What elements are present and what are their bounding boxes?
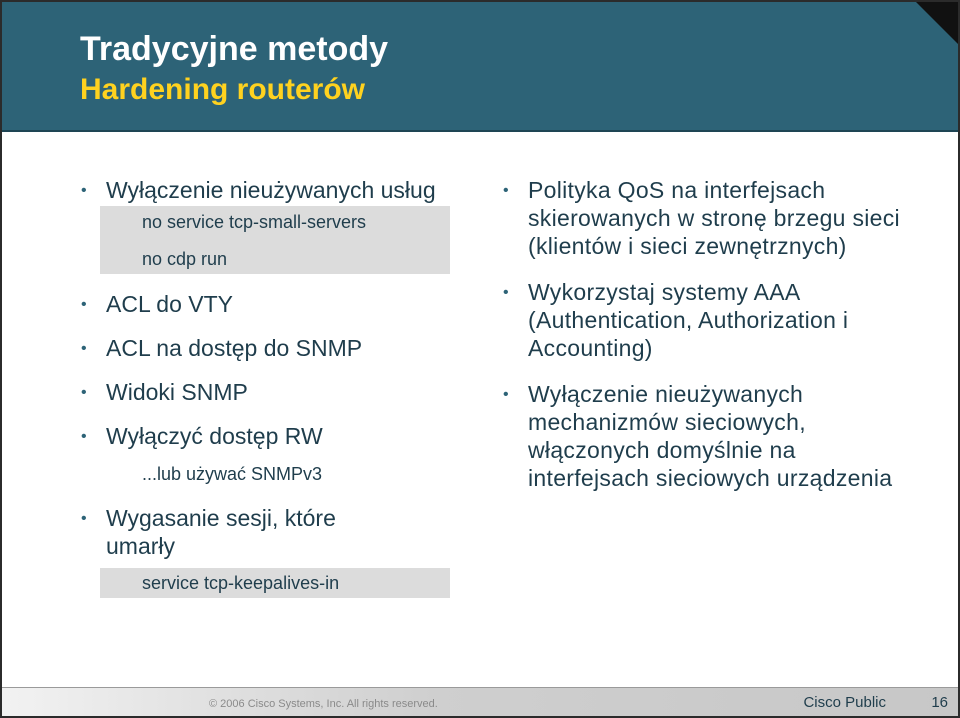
bullet-text: Widoki SNMP (106, 379, 248, 405)
bullet-item (80, 422, 460, 450)
bullet-text: Wykorzystaj systemy AAA (Authentication, Authorization i Accounting) (528, 279, 849, 361)
bullet-text: Wygasanie sesji, które umarły (106, 505, 336, 559)
copyright-text: © 2006 Cisco Systems, Inc. All rights reserved. (209, 698, 438, 710)
slide-footer (2, 687, 958, 716)
bullet-text: Wyłączenie nieużywanych mechanizmów sieciowych, włączonych domyślnie na interfejsach sieciowych urządzenia (528, 381, 893, 491)
left-column (80, 176, 460, 598)
bullet-icon: • (503, 182, 509, 199)
bullet-icon: • (81, 384, 87, 401)
bullet-text: Wyłączenie nieużywanych usług (106, 177, 436, 203)
config-line: service tcp-keepalives-in (142, 573, 340, 593)
sub-item: ...lub używać SNMPv3 (142, 464, 323, 484)
bullet-icon: • (81, 340, 87, 357)
bullet-item (80, 504, 460, 560)
bullet-icon: • (503, 386, 509, 403)
bullet-text: Polityka QoS na interfejsach skierowanych w stronę brzegu sieci (klientów i sieci zewnętrznych) (528, 177, 900, 259)
bullet-item (80, 290, 460, 318)
page-number: 16 (931, 694, 948, 711)
slide-header (2, 2, 958, 132)
bullet-item (502, 278, 922, 362)
bullet-text: ACL na dostęp do SNMP (106, 335, 363, 361)
bullet-icon: • (81, 296, 87, 313)
config-line: no service tcp-small-servers (142, 212, 367, 232)
config-line: no cdp run (142, 249, 228, 269)
bullet-item (80, 176, 460, 204)
classification-label: Cisco Public (803, 694, 886, 711)
bullet-text: Wyłączyć dostęp RW (106, 423, 323, 449)
slide-title: Tradycyjne metody (80, 30, 389, 68)
corner-decoration (916, 2, 958, 44)
slide-subtitle: Hardening routerów (80, 73, 366, 106)
config-box (100, 206, 450, 274)
bullet-icon: • (503, 284, 509, 301)
right-column (502, 176, 922, 492)
bullet-icon: • (81, 510, 87, 527)
bullet-icon: • (81, 428, 87, 445)
bullet-item (502, 176, 922, 260)
bullet-item (80, 334, 460, 362)
bullet-item (502, 380, 922, 492)
config-box (100, 568, 450, 598)
bullet-icon: • (81, 182, 87, 199)
bullet-text: ACL do VTY (106, 291, 233, 317)
bullet-item (80, 378, 460, 406)
